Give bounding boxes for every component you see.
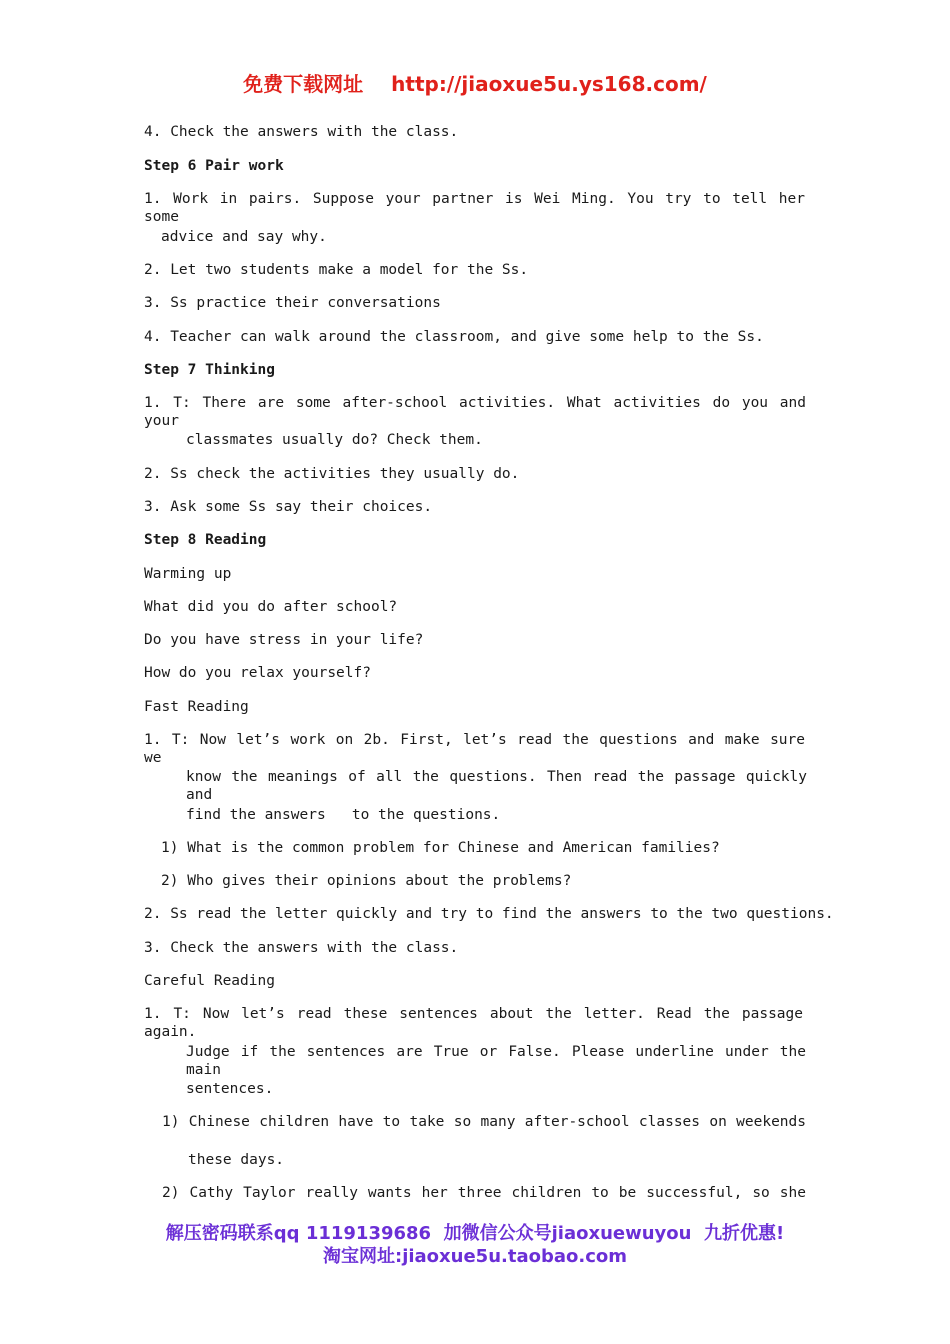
text-line: 2) Who gives their opinions about the problems? xyxy=(161,873,572,889)
text-line: advice and say why. xyxy=(161,229,327,245)
text-line: How do you relax yourself? xyxy=(144,665,371,681)
text-line: 3. Check the answers with the class. xyxy=(144,940,459,956)
text-line: classmates usually do? Check them. xyxy=(186,432,483,448)
page-header xyxy=(0,68,950,97)
text-line: 3. Ss practice their conversations xyxy=(144,295,441,311)
text-line: 2. Let two students make a model for the Ss. xyxy=(144,262,529,278)
text-line: sentences. xyxy=(186,1081,274,1097)
text-line: know the meanings of all the questions. Then read the passage quickly and xyxy=(186,769,807,803)
text-line: Fast Reading xyxy=(144,699,249,715)
text-line: What did you do after school? xyxy=(144,599,398,615)
text-line: 1) What is the common problem for Chinese and American families? xyxy=(161,840,720,856)
text-line: 3. Ask some Ss say their choices. xyxy=(144,499,433,515)
footer-discount: 九折优惠! xyxy=(704,1223,785,1244)
text-line: 2) Cathy Taylor really wants her three children to be successful, so she xyxy=(162,1185,806,1201)
text-line: Do you have stress in your life? xyxy=(144,632,424,648)
text-line: 1. T: Now let’s read these sentences about the letter. Read the passage again. xyxy=(144,1006,803,1040)
text-line: 2. Ss read the letter quickly and try to find the answers to the two questions. xyxy=(144,906,834,922)
footer-taobao-label: 淘宝网址: xyxy=(322,1246,403,1267)
text-line: find the answers to the questions. xyxy=(186,807,501,823)
footer-taobao-link[interactable]: jiaoxue5u.taobao.com xyxy=(402,1246,627,1267)
step-heading: Step 8 Reading xyxy=(144,532,267,548)
text-line: Judge if the sentences are True or False. Please underline under the main xyxy=(186,1044,806,1078)
text-line: 1. Work in pairs. Suppose your partner is Wei Ming. You try to tell her some xyxy=(144,191,805,225)
footer-line-2 xyxy=(0,1242,950,1268)
text-line: 4. Teacher can walk around the classroom, and give some help to the Ss. xyxy=(144,329,764,345)
text-line: these days. xyxy=(188,1152,285,1168)
footer-qq: qq 1119139686 xyxy=(273,1223,432,1244)
text-line: Warming up xyxy=(144,566,232,582)
text-line: 1) Chinese children have to take so many after-school classes on weekends xyxy=(162,1114,806,1130)
step-heading: Step 6 Pair work xyxy=(144,158,284,174)
text-line: 2. Ss check the activities they usually do. xyxy=(144,466,520,482)
text-line: Careful Reading xyxy=(144,973,275,989)
footer-wechat-id: jiaoxuewuyou xyxy=(551,1223,692,1244)
text-line: 1. T: There are some after-school activities. What activities do you and your xyxy=(144,395,806,429)
text-line: 1. T: Now let’s work on 2b. First, let’s read the questions and make sure we xyxy=(144,732,805,766)
footer-password-label: 解压密码联系 xyxy=(165,1223,274,1244)
step-heading: Step 7 Thinking xyxy=(144,362,275,378)
footer-wechat-label: 加微信公众号 xyxy=(443,1223,552,1244)
header-download-label: 免费下载网址 xyxy=(243,72,364,96)
text-line: 4. Check the answers with the class. xyxy=(144,124,459,140)
header-url-link[interactable]: http://jiaoxue5u.ys168.com/ xyxy=(391,72,707,96)
